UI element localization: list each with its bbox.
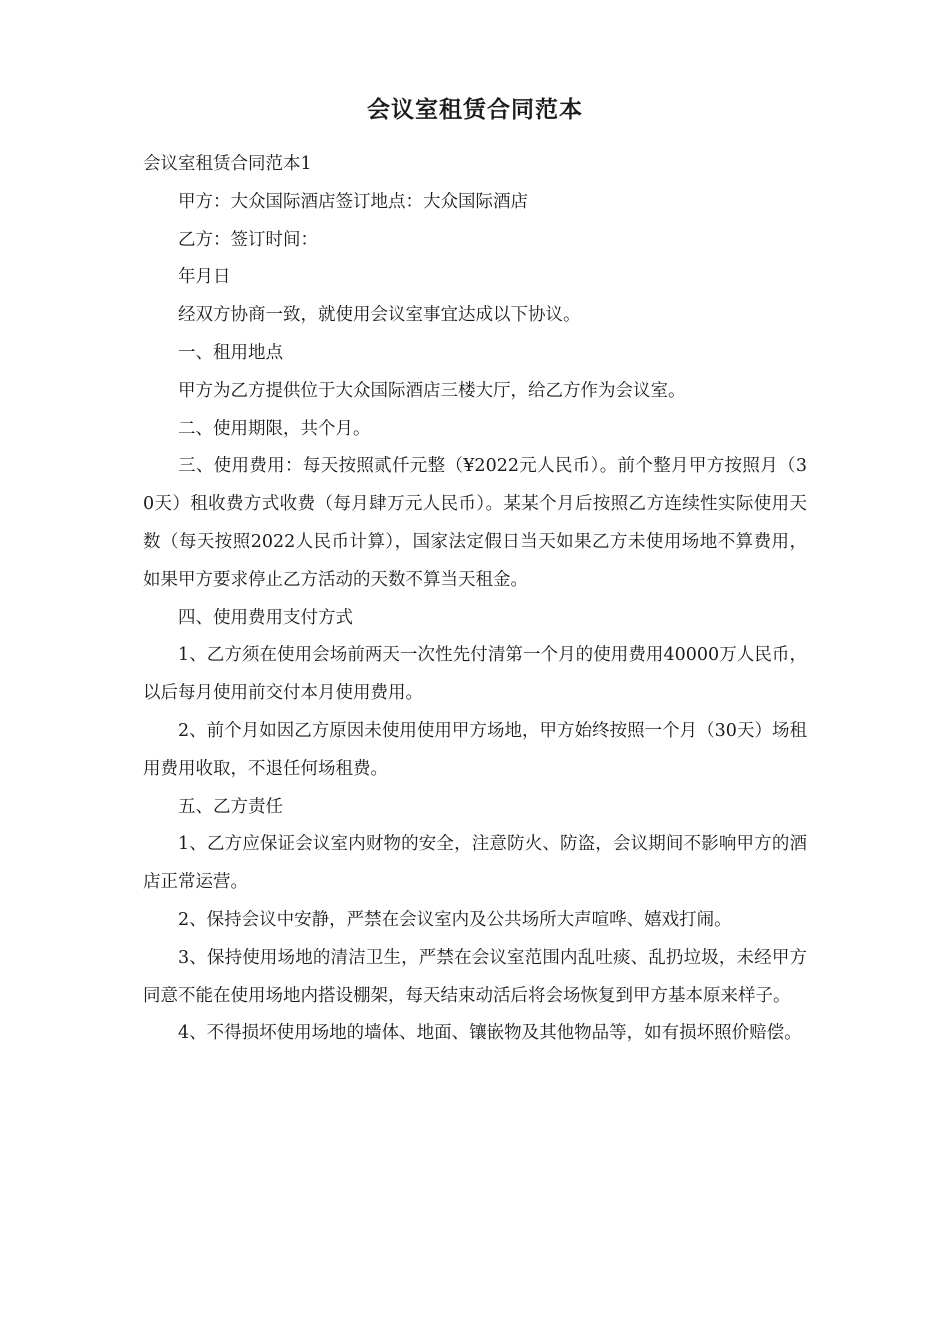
date-paragraph: 年月日: [178, 267, 231, 288]
section-heading-location: 一、租用地点: [178, 342, 283, 363]
responsibility-clause-1: 1、乙方应保证会议室内财物的安全，注意防火、防盗，会议期间不影响甲方的酒店正常运营。: [143, 834, 807, 893]
responsibility-clause-3: 3、保持使用场地的清洁卫生，严禁在会议室范围内乱吐痰、乱扔垃圾，未经甲方同意不能在使用场地内搭设棚架，每天结束动活后将会场恢复到甲方基本原来样子。: [143, 947, 807, 1006]
location-paragraph: 甲方为乙方提供位于大众国际酒店三楼大厅，给乙方作为会议室。: [178, 380, 686, 401]
payment-clause-1: 1、乙方须在使用会场前两天一次性先付清第一个月的使用费用40000万人民币，以后每月使用前交付本月使用费用。: [143, 645, 807, 704]
document-title: 会议室租赁合同范本: [367, 97, 583, 123]
section-heading-responsibility: 五、乙方责任: [178, 796, 283, 817]
section-heading-payment: 四、使用费用支付方式: [178, 607, 353, 628]
responsibility-clause-2: 2、保持会议中安静，严禁在会议室内及公共场所大声喧哗、嬉戏打闹。: [178, 909, 732, 930]
party-a-paragraph: 甲方：大众国际酒店签订地点：大众国际酒店: [178, 191, 528, 212]
agreement-intro-paragraph: 经双方协商一致，就使用会议室事宜达成以下协议。: [178, 305, 581, 326]
subtitle-paragraph: 会议室租赁合同范本1: [143, 154, 312, 174]
document-body: [143, 146, 807, 1053]
section-heading-term: 二、使用期限，共个月。: [178, 418, 371, 439]
responsibility-clause-4: 4、不得损坏使用场地的墙体、地面、镶嵌物及其他物品等，如有损坏照价赔偿。: [178, 1023, 802, 1044]
party-b-paragraph: 乙方：签订时间：: [178, 229, 318, 250]
fee-paragraph: 三、使用费用：每天按照贰仟元整（¥2022元人民币）。前个整月甲方按照月（30天）租收费方式收费（每月肆万元人民币）。某某个月后按照乙方连续性实际使用天数（每天按照2022人民币计算），国家法定假日当天如果乙方未使用场地不算费用，如果甲方要求停止乙方活动的天数不算当天租金。: [143, 456, 807, 590]
payment-clause-2: 2、前个月如因乙方原因未使用使用甲方场地，甲方始终按照一个月（30天）场租用费用收取，不退任何场租费。: [143, 720, 807, 779]
